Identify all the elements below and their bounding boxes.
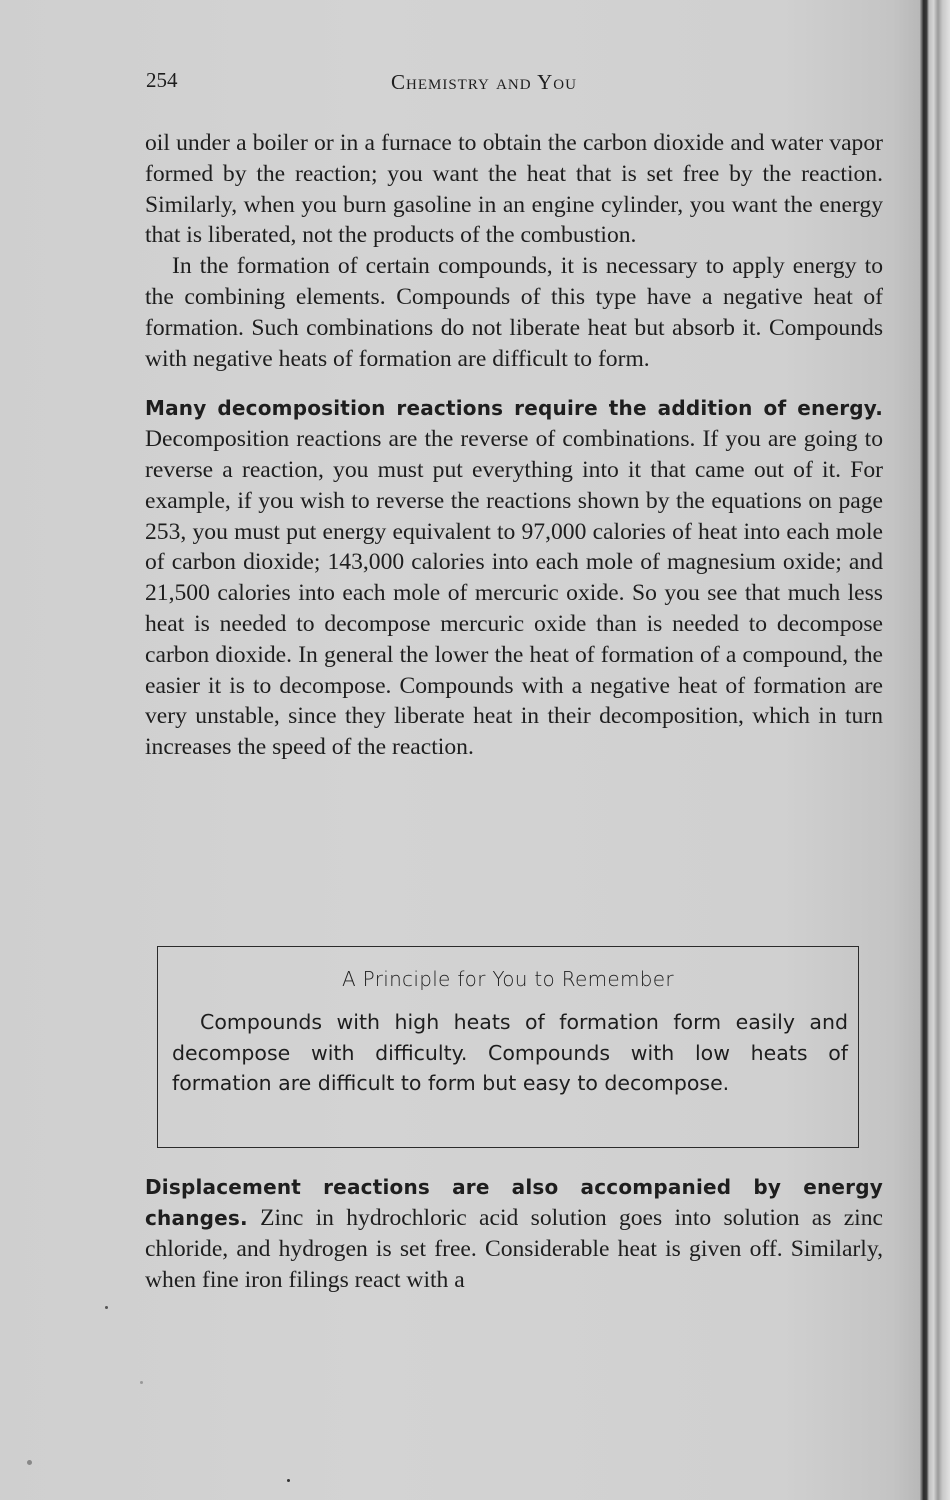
closing-text — [145, 1172, 883, 1296]
principle-box — [157, 946, 859, 1148]
paragraph-displacement-body: Zinc in hydrochloric acid solution goes into solution as zinc chloride, and hydrogen is set free. Considerable heat is given off. Similarly, when fine iron filings react with a — [145, 1205, 883, 1293]
paragraph-continuation: oil under a boiler or in a furnace to obtain the carbon dioxide and water vapor formed by the reaction; you want the heat that is set free by the reaction. Similarly, when you burn gasoline in an engine cylinder, you want the energy that is liberated, not the products of the combustion. — [145, 130, 883, 249]
book-binding-edge — [920, 0, 950, 1500]
running-title: Chemistry and You — [391, 70, 577, 94]
scan-speck — [140, 1381, 143, 1384]
paragraph-decomposition-body: Decomposition reactions are the reverse of combinations. If you are going to reverse a reaction, you must put everything into it that came out of it. For example, if you wish to reverse the reactions shown by the equations on page 253, you must put energy equivalent to 97,000 calories of heat into each mole of carbon dioxide; 143,000 calories into each mole of magnesium oxide; and 21,500 calories into each mole of mercuric oxide. So you see that much less heat is needed to decompose mercuric oxide than is needed to decompose carbon dioxide. In general the lower the heat of formation of a compound, the easier it is to decompose. Compounds with a negative heat of formation are very unstable, since they liberate heat in their decomposition, which in turn increases the speed of the reaction. — [145, 426, 883, 761]
running-head — [146, 68, 886, 108]
paragraph-decomposition — [145, 393, 883, 763]
principle-text: Compounds with high heats of formation form easily and decompose with difficulty. Compounds with low heats of formation are difficult to form but easy to decompose. — [172, 1010, 848, 1095]
section-lead-decomposition: Many decomposition reactions require the addition of energy. — [145, 396, 883, 421]
paragraph-displacement — [145, 1172, 883, 1296]
scan-speck — [27, 1460, 32, 1465]
scan-speck — [287, 1479, 290, 1482]
scan-speck — [105, 1306, 108, 1309]
paragraph-negative-heat: In the formation of certain compounds, it is necessary to apply energy to the combining elements. Compounds of this type have a negative heat of formation. Such combinations do not liberate heat but absorb it. Compounds with negative heats of formation are difficult to form. — [145, 253, 883, 372]
section-lead-displacement: Displacement reactions are also accompanied by energy changes. — [145, 1175, 883, 1230]
main-text — [145, 128, 883, 763]
page-number: 254 — [146, 68, 178, 92]
principle-title: A Principle for You to Remember — [342, 967, 674, 991]
